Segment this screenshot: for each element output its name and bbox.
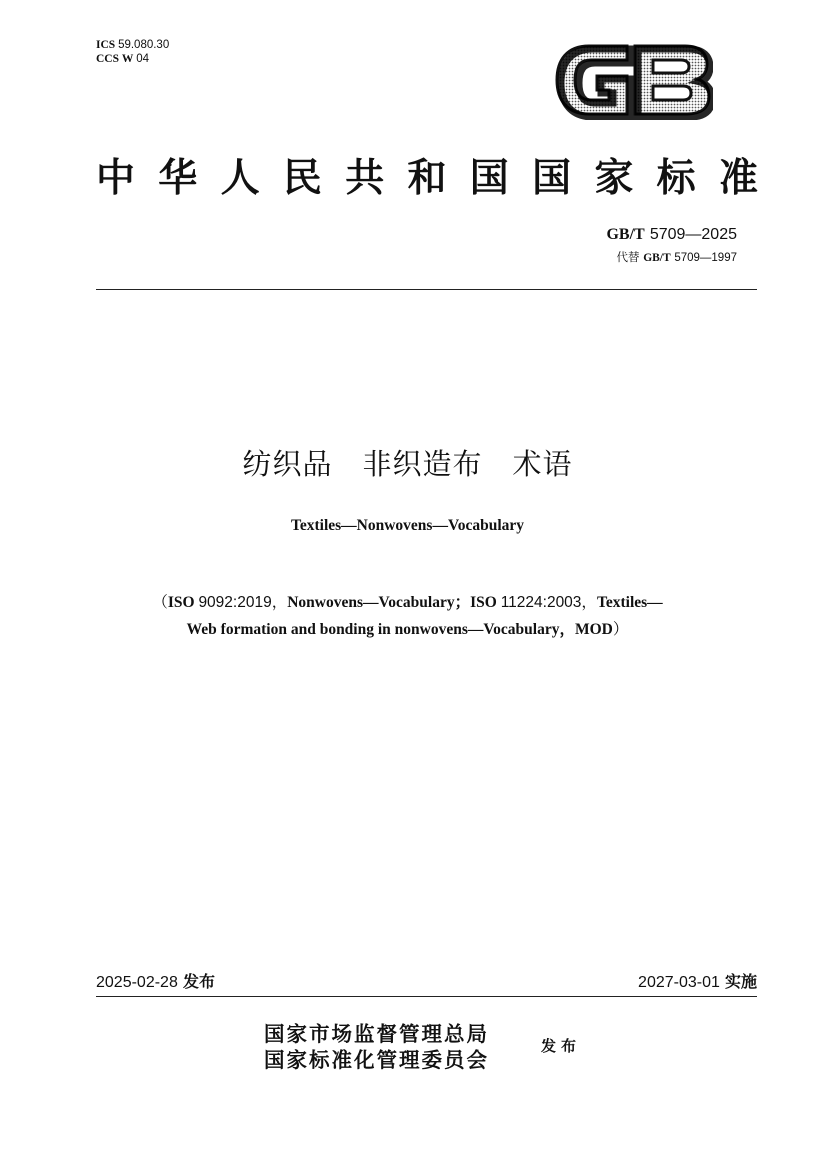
implement-date-value: 2027-03-01: [638, 974, 720, 991]
standard-number: [606, 224, 737, 245]
replaces-standard: [617, 250, 737, 265]
ics-code: 59.080.30: [118, 39, 170, 51]
replaces-prefix: GB/T: [643, 252, 671, 264]
title-char: 共: [345, 155, 385, 201]
publish-date-value: 2025-02-28: [96, 974, 178, 991]
title-char: 人: [220, 155, 260, 201]
gb-logo: [553, 40, 713, 120]
bottom-divider: [96, 996, 757, 997]
title-char: 华: [158, 155, 198, 201]
issue-label: 发布: [541, 1037, 582, 1055]
replaces-label: 代替: [616, 250, 640, 264]
title-char: 标: [656, 155, 696, 201]
title-char: 家: [594, 155, 634, 201]
ics-code-line: [96, 39, 169, 52]
title-char: 国: [469, 155, 509, 201]
adoption-note-line-2: [0, 618, 815, 641]
issuer-sac: 国家标准化管理委员会: [264, 1048, 489, 1072]
logo-letter-g: [557, 46, 631, 117]
top-divider: [96, 289, 757, 290]
ccs-label: CCS: [96, 53, 120, 65]
title-char: 国: [532, 155, 572, 201]
document-title-cn: 纺织品 非织造布 术语: [242, 447, 573, 481]
ics-label: ICS: [96, 39, 116, 51]
standard-prefix: GB/T: [606, 226, 645, 243]
iso1-code: 9092:2019，: [198, 594, 288, 611]
title-char: 民: [282, 155, 322, 201]
national-standard-title: [96, 153, 758, 203]
publish-date-label: 发布: [182, 972, 215, 991]
logo-letter-b: [635, 46, 712, 117]
iso1-label: ISO: [167, 594, 195, 611]
document-title-en: Textiles—Nonwovens—Vocabulary: [290, 517, 525, 534]
iso2-code: 11224:2003，: [500, 594, 597, 611]
iso2-name-part1: Textiles—: [596, 594, 663, 611]
adoption-open-paren: （: [152, 593, 168, 611]
standard-code: 5709—2025: [649, 226, 737, 243]
iso1-name: Nonwovens—Vocabulary；: [287, 594, 471, 611]
ccs-code: 04: [136, 53, 150, 65]
iso2-name-part2: Web formation and bonding in nonwovens—Vocabulary，MOD: [186, 621, 613, 638]
title-char: 中: [96, 155, 136, 201]
implement-date-label: 实施: [724, 972, 757, 991]
replaces-code: 5709—1997: [674, 252, 737, 264]
title-char: 和: [407, 155, 447, 201]
issuer-samr: 国家市场监督管理总局: [264, 1022, 489, 1046]
implement-date: [638, 971, 757, 994]
publish-date: [96, 971, 215, 994]
title-char: 准: [718, 155, 758, 201]
ccs-w: W: [121, 53, 134, 65]
ccs-code-line: [96, 53, 149, 66]
iso2-label: ISO: [470, 594, 497, 611]
adoption-close-paren: ）: [612, 620, 629, 638]
adoption-note-line-1: [0, 591, 815, 614]
